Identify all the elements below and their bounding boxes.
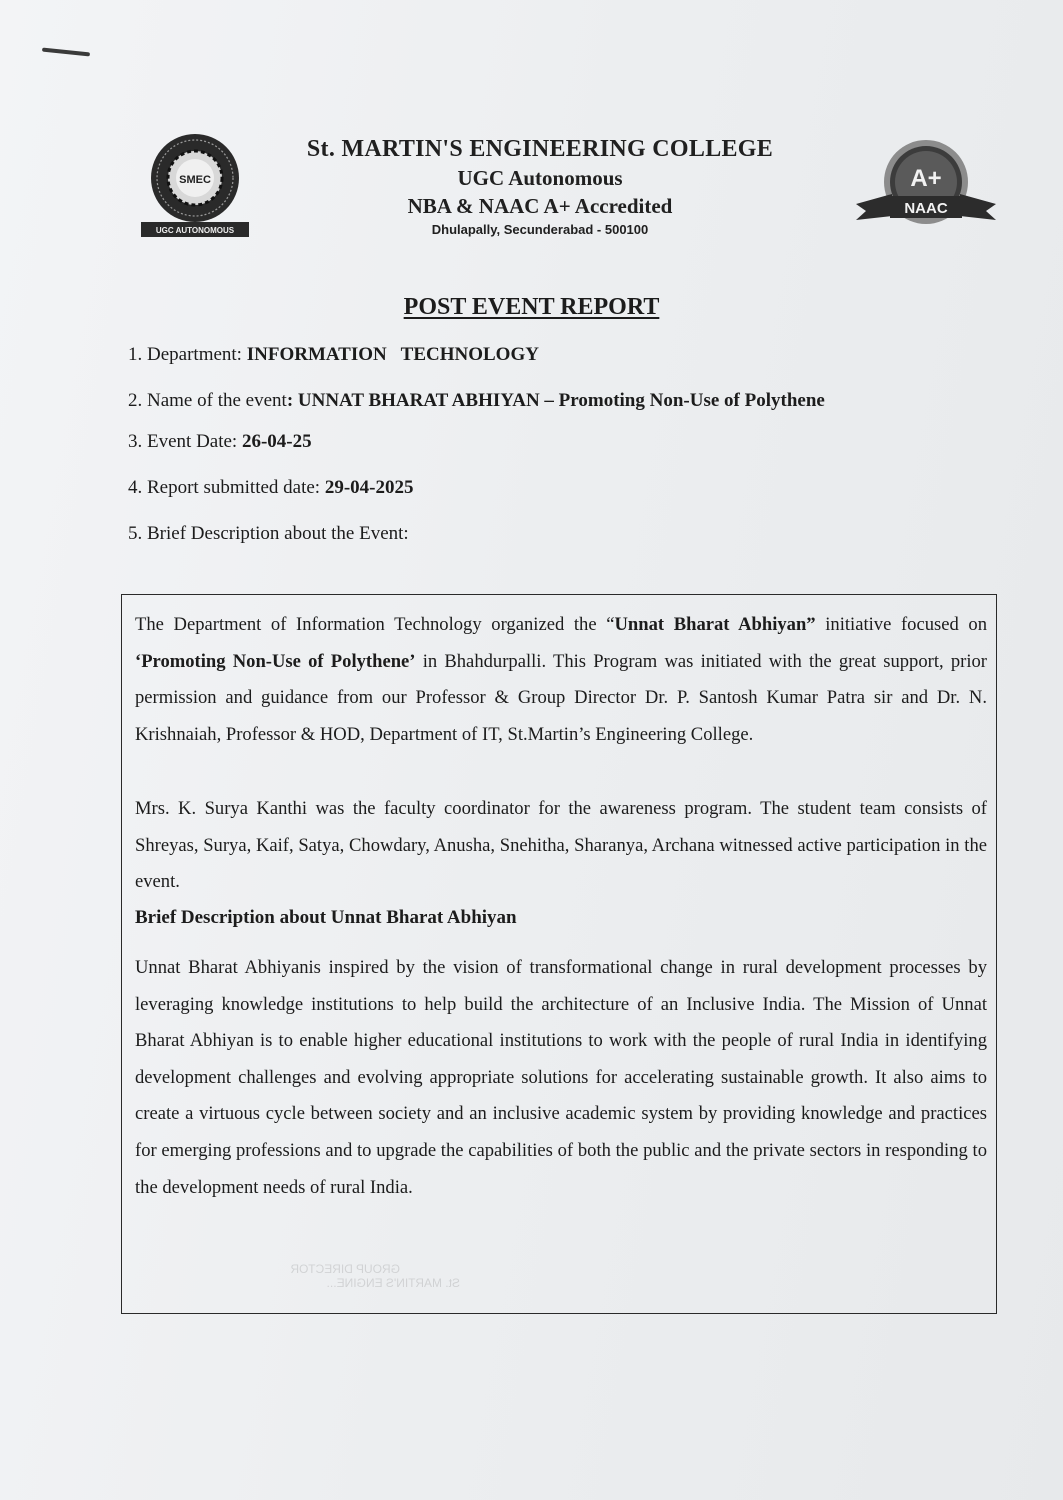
college-accreditation: NBA & NAAC A+ Accredited: [407, 194, 673, 218]
text-run: initiative focused on: [815, 614, 988, 635]
description-paragraph-2: Mrs. K. Surya Kanthi was the faculty coordinator for the awareness program. The student team consists of Shreyas, Surya, Kaif, Satya, Chowdary, Anusha, Snehitha, Sharanya, Archana witnessed active participation in the event.: [135, 798, 987, 893]
field-label: 1. Department:: [128, 344, 247, 365]
field-event-name: [128, 389, 825, 413]
field-brief-description: [128, 522, 409, 546]
college-seal-logo: [135, 128, 255, 240]
field-label: 5. Brief Description about the Event:: [128, 523, 409, 544]
field-label: 3. Event Date:: [128, 431, 242, 452]
field-event-date: [128, 430, 312, 454]
description-subheading: Brief Description about Unnat Bharat Abhiyan: [135, 907, 517, 928]
naac-ribbon-text: NAAC: [904, 200, 948, 217]
naac-grade: A+: [910, 165, 942, 192]
college-header: [290, 134, 790, 240]
college-address: Dhulapally, Secunderabad - 500100: [431, 222, 649, 237]
show-through-line: St. MARTIN'S ENGINE...: [326, 1276, 460, 1290]
field-value: : UNNAT BHARAT ABHIYAN – Promoting Non-Use of Polythene: [286, 390, 825, 411]
bold-run: ‘Promoting Non-Use of Polythene’: [135, 650, 416, 672]
report-title: POST EVENT REPORT: [403, 294, 660, 320]
field-value: 29-04-2025: [324, 477, 414, 498]
naac-badge-logo: [852, 138, 1000, 230]
college-seal-icon: [151, 134, 239, 222]
field-label: 4. Report submitted date:: [128, 477, 325, 498]
show-through-line: GROUP DIRECTOR: [290, 1262, 400, 1276]
bold-run: Unnat Bharat Abhiyan”: [614, 614, 816, 635]
naac-badge-icon: [856, 140, 996, 224]
description-paragraph-3: Unnat Bharat Abhiyanis inspired by the vision of transformational change in rural development processes by leveraging knowledge institutions to help build the architecture of an Inclusive India. The Mission of Unnat Bharat Abhiyan is to enable higher educational institutions to work with the people of rural India in identifying development challenges and evolving appropriate solutions for accelerating sustainable growth. It also aims to create a virtuous cycle between society and an inclusive academic system by providing knowledge and practices for emerging professions and to upgrade the capabilities of both the public and the private sectors in responding to the development needs of rural India.: [135, 957, 987, 1198]
show-through-stamp: [120, 1262, 460, 1322]
field-department: [128, 343, 539, 367]
text-run: The Department of Information Technology organized the “: [135, 614, 615, 635]
college-name: St. MARTIN'S ENGINEERING COLLEGE: [306, 136, 774, 162]
text-run: in Bhahdurpalli. This Program was initiated with the great support, prior permission and guidance from our Professor & Group Director Dr. P. Santosh Kumar Patra sir and Dr. N. Krishnaiah, Professor & HOD, Department of IT, St.Martin’s Engineering College.: [135, 650, 987, 746]
college-autonomous: UGC Autonomous: [457, 166, 623, 190]
pen-mark: [42, 48, 90, 57]
field-label: 2. Name of the event: [128, 390, 287, 411]
seal-ribbon-text: UGC AUTONOMOUS: [155, 226, 235, 235]
seal-initials: SMEC: [179, 174, 211, 186]
field-report-date: [128, 476, 413, 500]
description-paragraph-1: [135, 607, 987, 754]
field-value: 26-04-25: [241, 431, 312, 452]
field-value: INFORMATION TECHNOLOGY: [246, 344, 539, 365]
